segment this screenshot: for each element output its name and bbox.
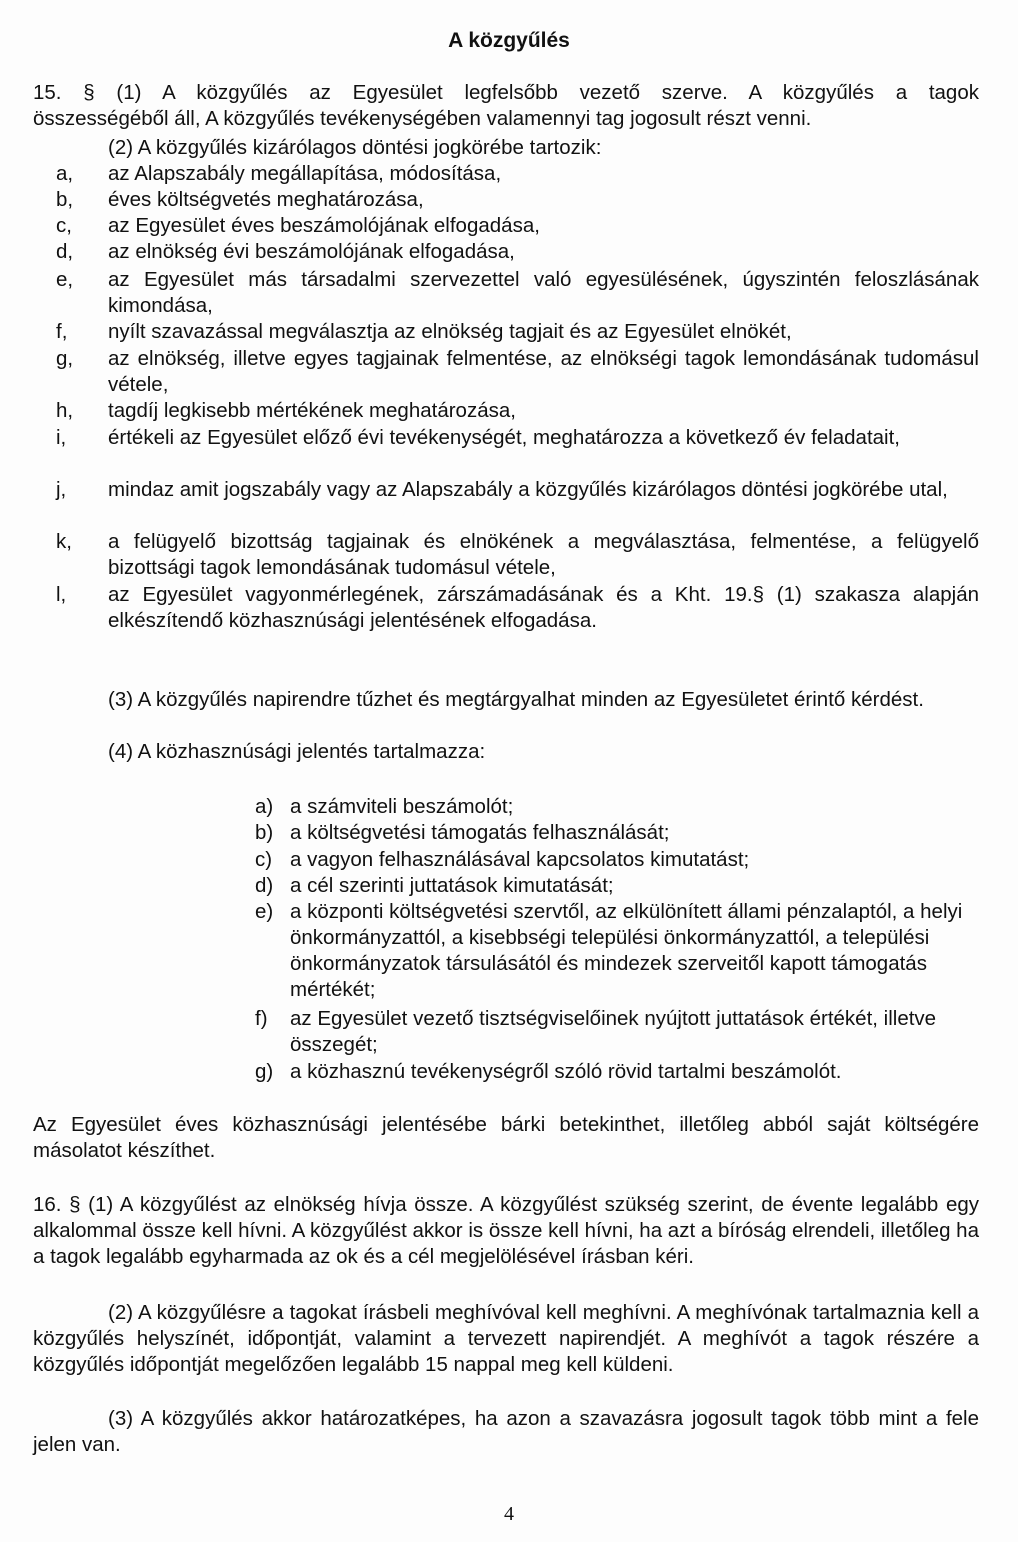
section-16-p1: 16. § (1) A közgyűlést az elnökség hívja össze. A közgyűlést szükség szerint, de évente legalább egy alkalommal össze kell hívni. A közgyűlést akkor is össze kell hívni, ha azt a bíróság elrendeli, illetőleg ha a tagok legalább egyharmada az ok és a cél megjelölésével írásban kéri.: [33, 1193, 979, 1268]
list-item-label: e,: [56, 268, 74, 291]
section-16-p3: (3) A közgyűlés akkor határozatképes, ha azon a szavazásra jogosult tagok több mint a fele jelen van.: [33, 1407, 979, 1456]
list-item-label: h,: [56, 399, 74, 422]
report-item-text: a költségvetési támogatás felhasználását;: [290, 821, 670, 844]
report-item-label: g): [255, 1060, 274, 1083]
section-15-p3: (3) A közgyűlés napirendre tűzhet és megtárgyalhat minden az Egyesületet érintő kérdést.: [108, 688, 924, 711]
report-item-text: a számviteli beszámolót;: [290, 795, 514, 818]
list-item-label: k,: [56, 530, 72, 553]
section-15-p2-intro: (2) A közgyűlés kizárólagos döntési jogkörébe tartozik:: [108, 136, 602, 159]
list-item-label: j,: [56, 478, 67, 501]
section-16-p2: (2) A közgyűlésre a tagokat írásbeli meghívóval kell meghívni. A meghívónak tartalmaznia kell a közgyűlés helyszínét, időpontját, valamint a tervezett napirendjét. A meghívót a tagok részére a közgyűlés időpontját megelőzően legalább 15 nappal meg kell küldeni.: [33, 1301, 979, 1376]
section-15-p4-intro: (4) A közhasznúsági jelentés tartalmazza:: [108, 740, 486, 763]
report-item-text: az Egyesület vezető tisztségviselőinek nyújtott juttatások értékét, illetve összegét;: [290, 1007, 937, 1056]
list-item-text: az Egyesület más társadalmi szervezettel való egyesülésének, úgyszintén feloszlásának kimondása,: [108, 268, 979, 317]
report-item-label: d): [255, 874, 274, 897]
page-number: 4: [504, 1503, 514, 1525]
report-item-label: a): [255, 795, 274, 818]
report-item-label: c): [255, 848, 273, 871]
list-item-text: az elnökség, illetve egyes tagjainak felmentése, az elnökségi tagok lemondásának tudomásul vétele,: [108, 347, 979, 396]
list-item-text: az Egyesület vagyonmérlegének, zárszámadásának és a Kht. 19.§ (1) szakasza alapján elkészítendő közhasznúsági jelentésének elfogadása.: [108, 583, 979, 632]
list-item-label: c,: [56, 214, 72, 237]
list-item-label: d,: [56, 240, 74, 263]
list-item-text: mindaz amit jogszabály vagy az Alapszabály a közgyűlés kizárólagos döntési jogkörébe utal,: [108, 478, 948, 501]
report-item-text: a cél szerinti juttatások kimutatását;: [290, 874, 614, 897]
list-item-text: az Alapszabály megállapítása, módosítása,: [108, 162, 502, 185]
section-15-closing: Az Egyesület éves közhasznúsági jelentésébe bárki betekinthet, illetőleg abból saját költségére másolatot készíthet.: [33, 1113, 979, 1162]
section-15-p1-line2: összességéből áll, A közgyűlés tevékenységében valamennyi tag jogosult részt venni.: [33, 107, 812, 130]
list-item-text: éves költségvetés meghatározása,: [108, 188, 424, 211]
page-title: A közgyűlés: [448, 29, 570, 52]
list-item-text: tagdíj legkisebb mértékének meghatározása,: [108, 399, 516, 422]
list-item-label: g,: [56, 347, 74, 370]
report-item-label: e): [255, 900, 274, 923]
list-item-text: az elnökség évi beszámolójának elfogadása,: [108, 240, 515, 263]
section-15-p1-line1: 15. § (1) A közgyűlés az Egyesület legfelsőbb vezető szerve. A közgyűlés a tagok: [33, 81, 979, 104]
report-item-text: a közhasznú tevékenységről szóló rövid tartalmi beszámolót.: [290, 1060, 842, 1083]
list-item-text: a felügyelő bizottság tagjainak és elnökének a megválasztása, felmentése, a felügyelő bizottsági tagok lemondásának tudomásul vétele,: [108, 530, 979, 579]
list-item-label: a,: [56, 162, 74, 185]
report-item-text: a vagyon felhasználásával kapcsolatos kimutatást;: [290, 848, 750, 871]
list-item-label: f,: [56, 320, 68, 343]
list-item-text: nyílt szavazással megválasztja az elnökség tagjait és az Egyesület elnökét,: [108, 320, 792, 343]
list-item-label: l,: [56, 583, 67, 606]
report-item-label: f): [255, 1007, 268, 1030]
list-item-label: b,: [56, 188, 74, 211]
list-item-text: az Egyesület éves beszámolójának elfogadása,: [108, 214, 540, 237]
list-item-label: i,: [56, 426, 67, 449]
report-item-text: a központi költségvetési szervtől, az elkülönített állami pénzalaptól, a helyi önkormányzattól, a kisebbségi települési önkormányzattól, a települési önkormányzatok társulásától és mindezek szerveitől kapott támogatás mértékét;: [290, 900, 963, 1001]
list-item-text: értékeli az Egyesület előző évi tevékenységét, meghatározza a következő év feladatait,: [108, 426, 900, 449]
report-item-label: b): [255, 821, 274, 844]
